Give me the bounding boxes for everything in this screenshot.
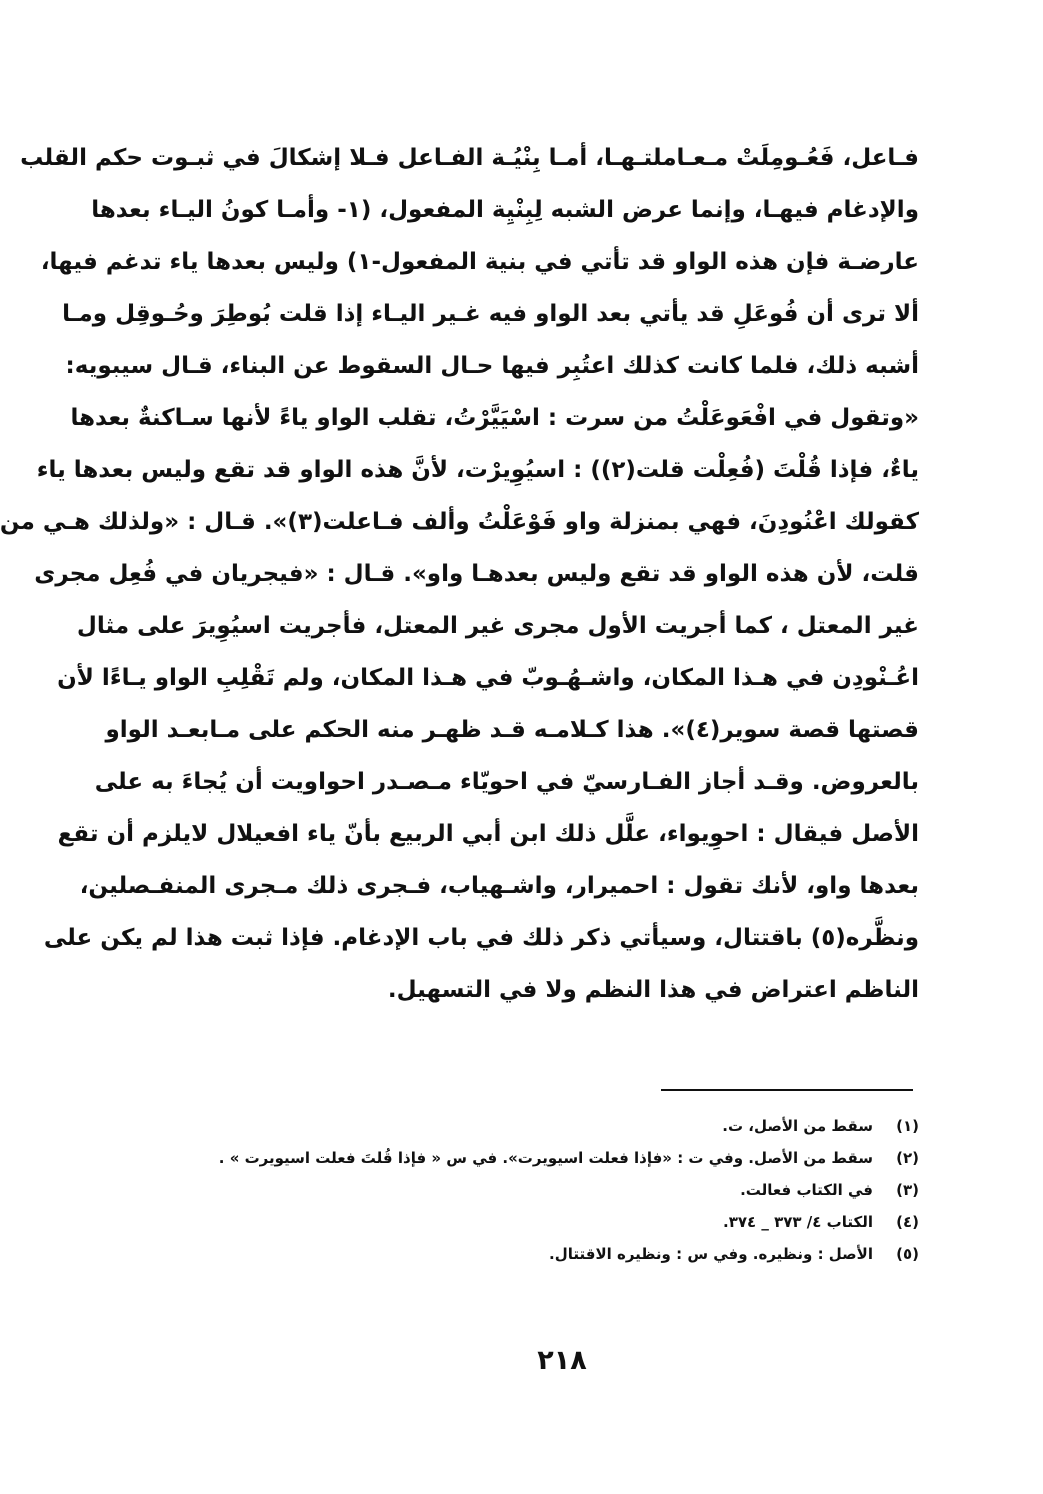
body-line: ألا ترى أن فُوعَلِ قد يأتي بعد الواو فيه غـير اليـاء إذا قلت بُوطِرَ وحُـوقِل ومـا (62, 301, 919, 327)
body-line: الأصل فيقال : احوِيواء، علَّل ذلك ابن أبي الربيع بأنّ ياء افعيلال لايلزم أن تقع (57, 821, 919, 847)
page-number: ٢١٨ (537, 1345, 587, 1376)
body-line: ياءٌ، فإذا قُلْتَ (فُعِلْت قلت(٢)) : اسيُوِيرْت، لأنَّ هذه الواو قد تقع وليس بعدها ياء (36, 457, 919, 483)
footnote-number: (١) (896, 1117, 919, 1135)
footnote-text: في الكتاب فعالت. (740, 1181, 873, 1199)
footnotes (181, 1110, 919, 1270)
footnote-item (181, 1110, 919, 1142)
body-line: بالعروض. وقـد أجاز الفـارسيّ في احويّاء مـصـدر احواويت أن يُجاءَ به على (94, 769, 919, 795)
body-line: قلت، لأن هذه الواو قد تقع وليس بعدهـا واو». قـال : «فيجريان في فُعِل مجرى (34, 561, 919, 587)
footnote-number: (٥) (896, 1245, 919, 1263)
footnote-text: الكتاب ٤/ ٣٧٣ _ ٣٧٤. (722, 1213, 873, 1231)
body-line: بعدها واو، لأنك تقول : احميرار، واشـهياب، فـجرى ذلك مـجرى المنفـصلين، (79, 873, 919, 899)
body-line: فـاعل، فَعُـومِلَتْ مـعـاملتـهـا، أمـا بِنْيُـة الفـاعل فـلا إشكالَ في ثبـوت حكم القلب (20, 145, 919, 171)
body-line: ونظَّره(٥) باقتتال، وسيأتي ذكر ذلك في باب الإدغام. فإذا ثبت هذا لم يكن على (43, 925, 919, 951)
body-line: قصتها قصة سوير(٤)». هذا كـلامـه قـد ظهـر منه الحكم على مـابعـد الواو (105, 717, 919, 743)
footnote-text: سقط من الأصل، ت. (722, 1117, 873, 1135)
footnote-number: (٢) (896, 1149, 919, 1167)
body-line: غير المعتل ، كما أجريت الأول مجرى غير المعتل، فأجريت اسيُوِيرَ على مثال (76, 613, 919, 639)
footnote-item (181, 1206, 919, 1238)
footnote-text: سقط من الأصل. وفي ت : «فإذا فعلت اسيويرت». في س « فإذا قُلتَ فعلت اسيويرت » . (218, 1149, 873, 1167)
body-line: عارضـة فإن هذه الواو قد تأتي في بنية المفعول-١) وليس بعدها ياء تدغم فيها، (40, 249, 919, 275)
body-line: اعُـنْودِن في هـذا المكان، واشـهُـوبّ في هـذا المكان، ولم تَقْلِبِ الواو يـاءًا لأن (57, 665, 919, 691)
footnote-item (181, 1174, 919, 1206)
main-body-text (0, 132, 919, 1016)
footnote-divider (661, 1089, 913, 1091)
body-line: كقولك اعْنُودِنَ، فهي بمنزلة واو فَوْعَلْتُ وألف فـاعلت(٣)». قـال : «ولذلك هـي من (0, 509, 919, 535)
footnote-item (181, 1238, 919, 1270)
footnote-item (181, 1142, 919, 1174)
body-line: الناظم اعتراض في هذا النظم ولا في التسهيل. (387, 977, 919, 1003)
body-line: «وتقول في افْعَوعَلْتُ من سرت : اسْيَيَّرْتُ، تقلب الواو ياءً لأنها سـاكنةٌ بعدها (70, 405, 919, 431)
footnote-number: (٤) (896, 1213, 919, 1231)
footnote-text: الأصل : ونظيره. وفي س : ونظيره الاقتتال. (549, 1245, 873, 1263)
body-line: والإدغام فيهـا، وإنما عرض الشبه لِبِنْيِة المفعول، (١- وأمـا كونُ اليـاء بعدها (91, 197, 919, 223)
body-line: أشبه ذلك، فلما كانت كذلك اعتُبِر فيها حـال السقوط عن البناء، قـال سيبويه: (65, 353, 919, 379)
footnote-number: (٣) (896, 1181, 919, 1199)
